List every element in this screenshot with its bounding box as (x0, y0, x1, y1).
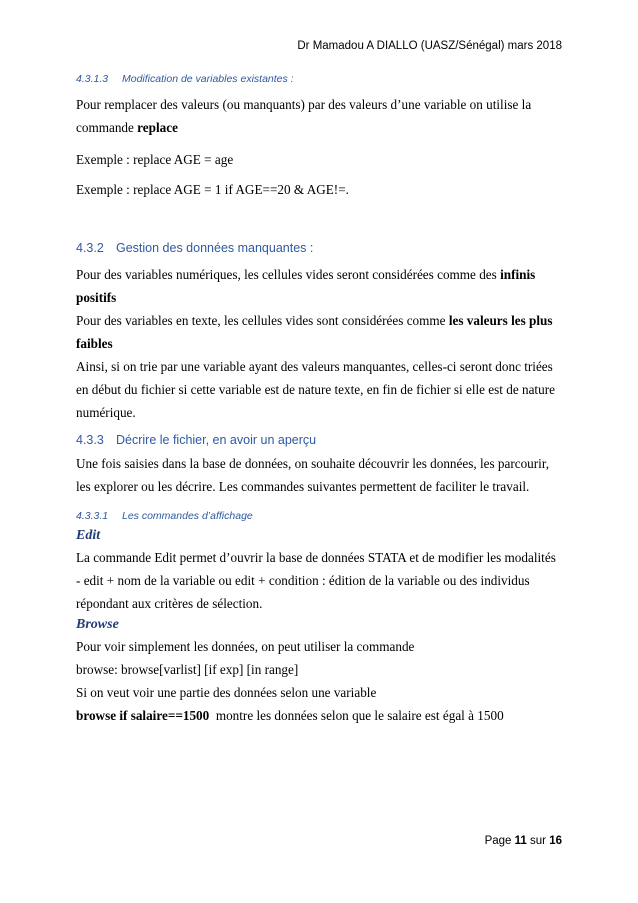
heading-number: 4.3.2 (76, 241, 104, 255)
keyword-replace: replace (137, 120, 178, 135)
heading-number: 4.3.1.3 (76, 73, 109, 85)
paragraph-text-missing (76, 309, 562, 355)
page-number: 11 (514, 835, 527, 847)
heading-title: Décrire le fichier, en avoir un aperçu (116, 433, 317, 447)
example-2: Exemple : replace AGE = 1 if AGE==20 & AGE!=. (76, 182, 349, 197)
page-header: Dr Mamadou A DIALLO (UASZ/Sénégal) mars 2018 (297, 40, 562, 52)
heading-title: Gestion des données manquantes : (116, 241, 314, 255)
paragraph-browse-3: Si on veut voir une partie des données selon une variable (76, 685, 377, 700)
paragraph-describe: Une fois saisies dans la base de données, on souhaite découvrir les données, les parcourir, les explorer ou les décrire. Les commandes suivantes permettent de faciliter le travail. (76, 456, 549, 494)
paragraph-browse-4 (76, 704, 562, 727)
page-footer (485, 835, 562, 847)
heading-title: Modification de variables existantes : (122, 73, 294, 85)
paragraph-text: montre les données selon que le salaire est égal à 1500 (209, 708, 504, 723)
heading-number: 4.3.3.1 (76, 510, 109, 522)
keyword-browse-if: browse if salaire==1500 (76, 708, 210, 723)
of-label: sur (530, 835, 546, 847)
heading-4-3-2 (76, 241, 313, 255)
paragraph-text: Pour des variables en texte, les cellules vides sont considérées comme (76, 313, 449, 328)
paragraph-text: Pour remplacer des valeurs (ou manquants) par des valeurs d’une variable on utilise la commande (76, 97, 532, 135)
paragraph-browse-1: Pour voir simplement les données, on peut utiliser la commande (76, 639, 415, 654)
heading-4-3-3-1 (76, 510, 253, 522)
paragraph-browse-2: browse: browse[varlist] [if exp] [in range] (76, 662, 299, 677)
paragraph-edit-1: La commande Edit permet d’ouvrir la base de données STATA et de modifier les modalités (76, 550, 556, 565)
paragraph-edit-2: - edit + nom de la variable ou edit + condition : édition de la variable ou des individus répondant aux critères de sélection. (76, 573, 530, 611)
keyword-valeurs-faibles: les valeurs les plus faibles (76, 313, 553, 351)
heading-title: Les commandes d’affichage (122, 510, 253, 522)
example-1: Exemple : replace AGE = age (76, 152, 234, 167)
heading-4-3-3 (76, 433, 316, 447)
page-total: 16 (549, 835, 562, 847)
paragraph-text: Pour des variables numériques, les cellules vides seront considérées comme des (76, 267, 501, 282)
subheading-browse: Browse (76, 617, 119, 632)
paragraph-numeric-missing (76, 263, 562, 309)
paragraph-replace (76, 93, 562, 139)
heading-4-3-1-3 (76, 73, 294, 85)
subheading-edit: Edit (76, 528, 101, 543)
page-label: Page (484, 835, 512, 847)
keyword-infinis-positifs: infinis positifs (76, 267, 536, 305)
heading-number: 4.3.3 (76, 433, 104, 447)
paragraph-sorting: Ainsi, si on trie par une variable ayant des valeurs manquantes, celles-ci seront donc triées en début du fichier si cette variable est de nature texte, en fin de fichier si elle est de nature numérique. (76, 359, 555, 420)
